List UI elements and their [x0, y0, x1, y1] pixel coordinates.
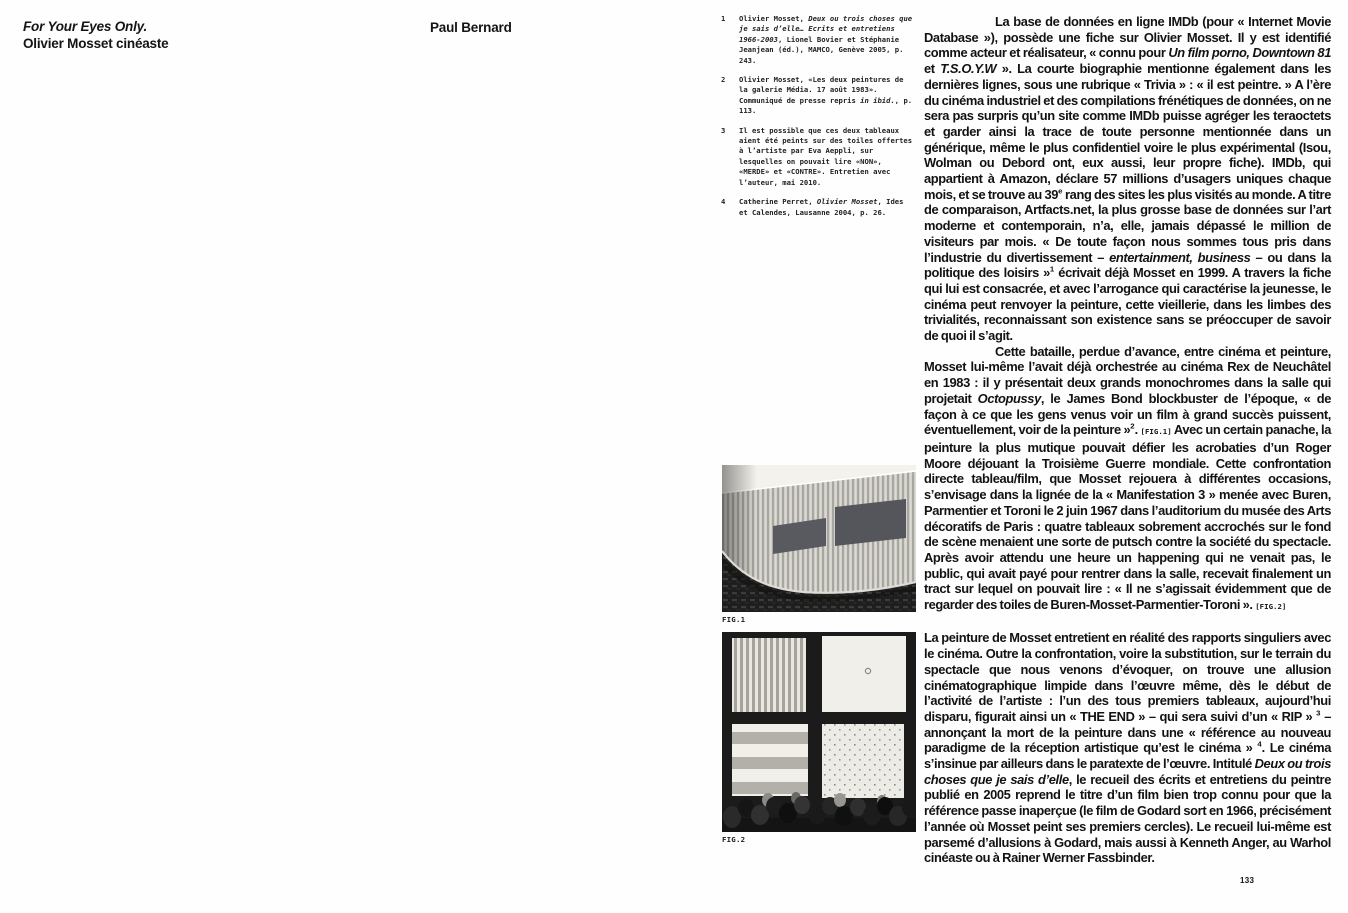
footnote-text: Il est possible que ces deux tableaux aient été peints sur des toiles offertes à l’artiste par Eva Aeppli, sur lesquelles on pouvait lire «NON», «MERDE» et «CONTRE». Entretien avec l’auteur, mai 2010.	[739, 125, 913, 187]
figure-2-manifestation-photo	[722, 632, 916, 844]
footnote-number: 1	[721, 14, 726, 23]
footnotes-column	[721, 14, 915, 227]
author-name: Paul Bernard	[430, 20, 512, 35]
footnote-text: Catherine Perret, Olivier Mosset, Ides et Calendes, Lausanne 2004, p. 26.	[739, 197, 904, 217]
essay-title	[23, 18, 168, 52]
essay-body	[924, 14, 1331, 866]
footnote-1	[721, 14, 915, 66]
figure-2-caption: FIG.2	[722, 835, 746, 844]
essay-title-line2: Olivier Mosset cinéaste	[23, 36, 169, 51]
manifestation-3-four-paintings-image	[722, 632, 916, 832]
footnote-text: Olivier Mosset, Deux ou trois choses que je sais d’elle… Ecrits et entretiens 1966-2003, Lionel Bovier et Stéphanie Jeanjean (éd.), MAMCO, Genève 2005, p. 243.	[739, 14, 913, 65]
figure-1-caption: FIG.1	[722, 615, 746, 624]
essay-title-line1: For Your Eyes Only.	[23, 19, 147, 34]
footnote-number: 2	[721, 75, 726, 85]
footnote-2	[721, 75, 915, 117]
footnote-3	[721, 126, 915, 188]
page-number: 133	[1240, 876, 1255, 885]
body-paragraph-1: La base de données en ligne IMDb (pour « Internet Movie Database »), possède une fiche sur Olivier Mosset. Il y est identifié comme acteur et réalisateur, « connu pour Un film porno, Downtown 81 et T.S.O.Y.W ». La courte biographie mentionne également dans les dernières lignes, sous une rubrique « Trivia » : « il est peintre. » A l’ère du cinéma industriel et des compilations frénétiques de données, on ne sera pas surpris qu’un site comme IMDb puisse agréger les teraoctets et garder ainsi la trace de toute personne mentionnée dans un générique, même le plus confidentiel voire le plus expérimental (Isou, Wolman ou Debord ont, eux aussi, leur propre fiche). IMDb, qui appartient à Amazon, déclare 57 millions d’usagers uniques chaque mois, et se trouve au 39e rang des sites les plus visités au monde. A titre de comparaison, Artfacts.net, la plus grosse base de données sur l’art moderne et contemporain, n’a, elle, jamais dépassé le million de visiteurs par mois. « De toute façon nous sommes tous pris dans l’industrie du divertissement – entertainment, business – ou dans la politique des loisirs »$^1$ écrivait déjà Mosset en 1999. A travers la fiche qui lui est consacrée, et avec l’arrogance qui caractérise la jeunesse, le cinéma peut renvoyer la peinture, cette vieillerie, dans les limbes des trivialités, reconnaissant son existence sans se préoccuper de savoir de quoi il s’agit.	[924, 14, 1332, 344]
footnote-text: Olivier Mosset, «Les deux peintures de la galerie Média. 17 août 1983». Communiqué de presse repris in ibid., p. 113.	[739, 75, 913, 116]
body-paragraph-3: La peinture de Mosset entretient en réalité des rapports singuliers avec le cinéma. Outre la confrontation, voire la substitution, sur le terrain du spectacle que nous venons d’évoquer, on trouve une allusion cinématographique limpide dans l’œuvre même, dès le début de l’activité de l’artiste : l’un des tous premiers tableaux, aujourd’hui disparu, figurait ainsi un « THE END » – qui sera suivi d’un « RIP » $^3$ – annonçant la mort de la peinture dans une « référence au nouveau paradigme de la réception artistique qu’est le cinéma » $^4$. Le cinéma s’insinue par ailleurs dans le paratexte de l’œuvre. Intitulé Deux ou trois choses que je sais d’elle, le recueil des écrits et entretiens du peintre publié en 2005 reprend le titre d’un film bien trop connu pour que la référence passe inaperçue (le film de Godard sort en 1966, précisément l’année où Mosset peint ses premiers cercles). Le recueil lui-même est parsemé d’allusions à Godard, mais aussi à Kenneth Anger, au Warhol cinéaste ou à Rainer Werner Fassbinder.	[924, 630, 1331, 866]
body-paragraph-2: Cette bataille, perdue d’avance, entre cinéma et peinture, Mosset lui-même l’avait déjà orchestrée au cinéma Rex de Neuchâtel en 1983 : il y présentait deux grands monochromes dans la salle qui projetait Octopussy, le James Bond blockbuster de l’époque, « de façon à ce que les gens venus voir un film à grand succès puissent, éventuellement, voir de la peinture »$^2$. [FIG.1] Avec un certain panache, la peinture la plus mutique pouvait défier les acrobaties d’un Roger Moore déjouant la Troisième Guerre mondiale. Cette confrontation directe tableau/film, que Mosset rejouera à différentes occasions, s’envisage dans la lignée de la « Manifestation 3 » menée avec Buren, Parmentier et Toroni le 2 juin 1967 dans l’auditorium du musée des Arts décoratifs de Paris : quatre tableaux sobrement accrochés sur le fond de scène menaient une sorte de putsch contre la société du spectacle. Après avoir attendu une heure un happening qui ne venait pas, le public, qui avait payé pour rentrer dans la salle, recevait finalement un tract sur lequel on pouvait lire : « Il ne s’agissait évidemment que de regarder des toiles de Buren-Mosset-Parmentier-Toroni ». [FIG.2]	[924, 343, 1331, 613]
footnote-number: 4	[721, 197, 726, 207]
figure-1-cinema-rex-photo	[722, 465, 916, 624]
footnote-number: 3	[721, 125, 726, 135]
cinema-rex-monochromes-image	[722, 465, 916, 612]
footnote-4	[721, 197, 915, 218]
